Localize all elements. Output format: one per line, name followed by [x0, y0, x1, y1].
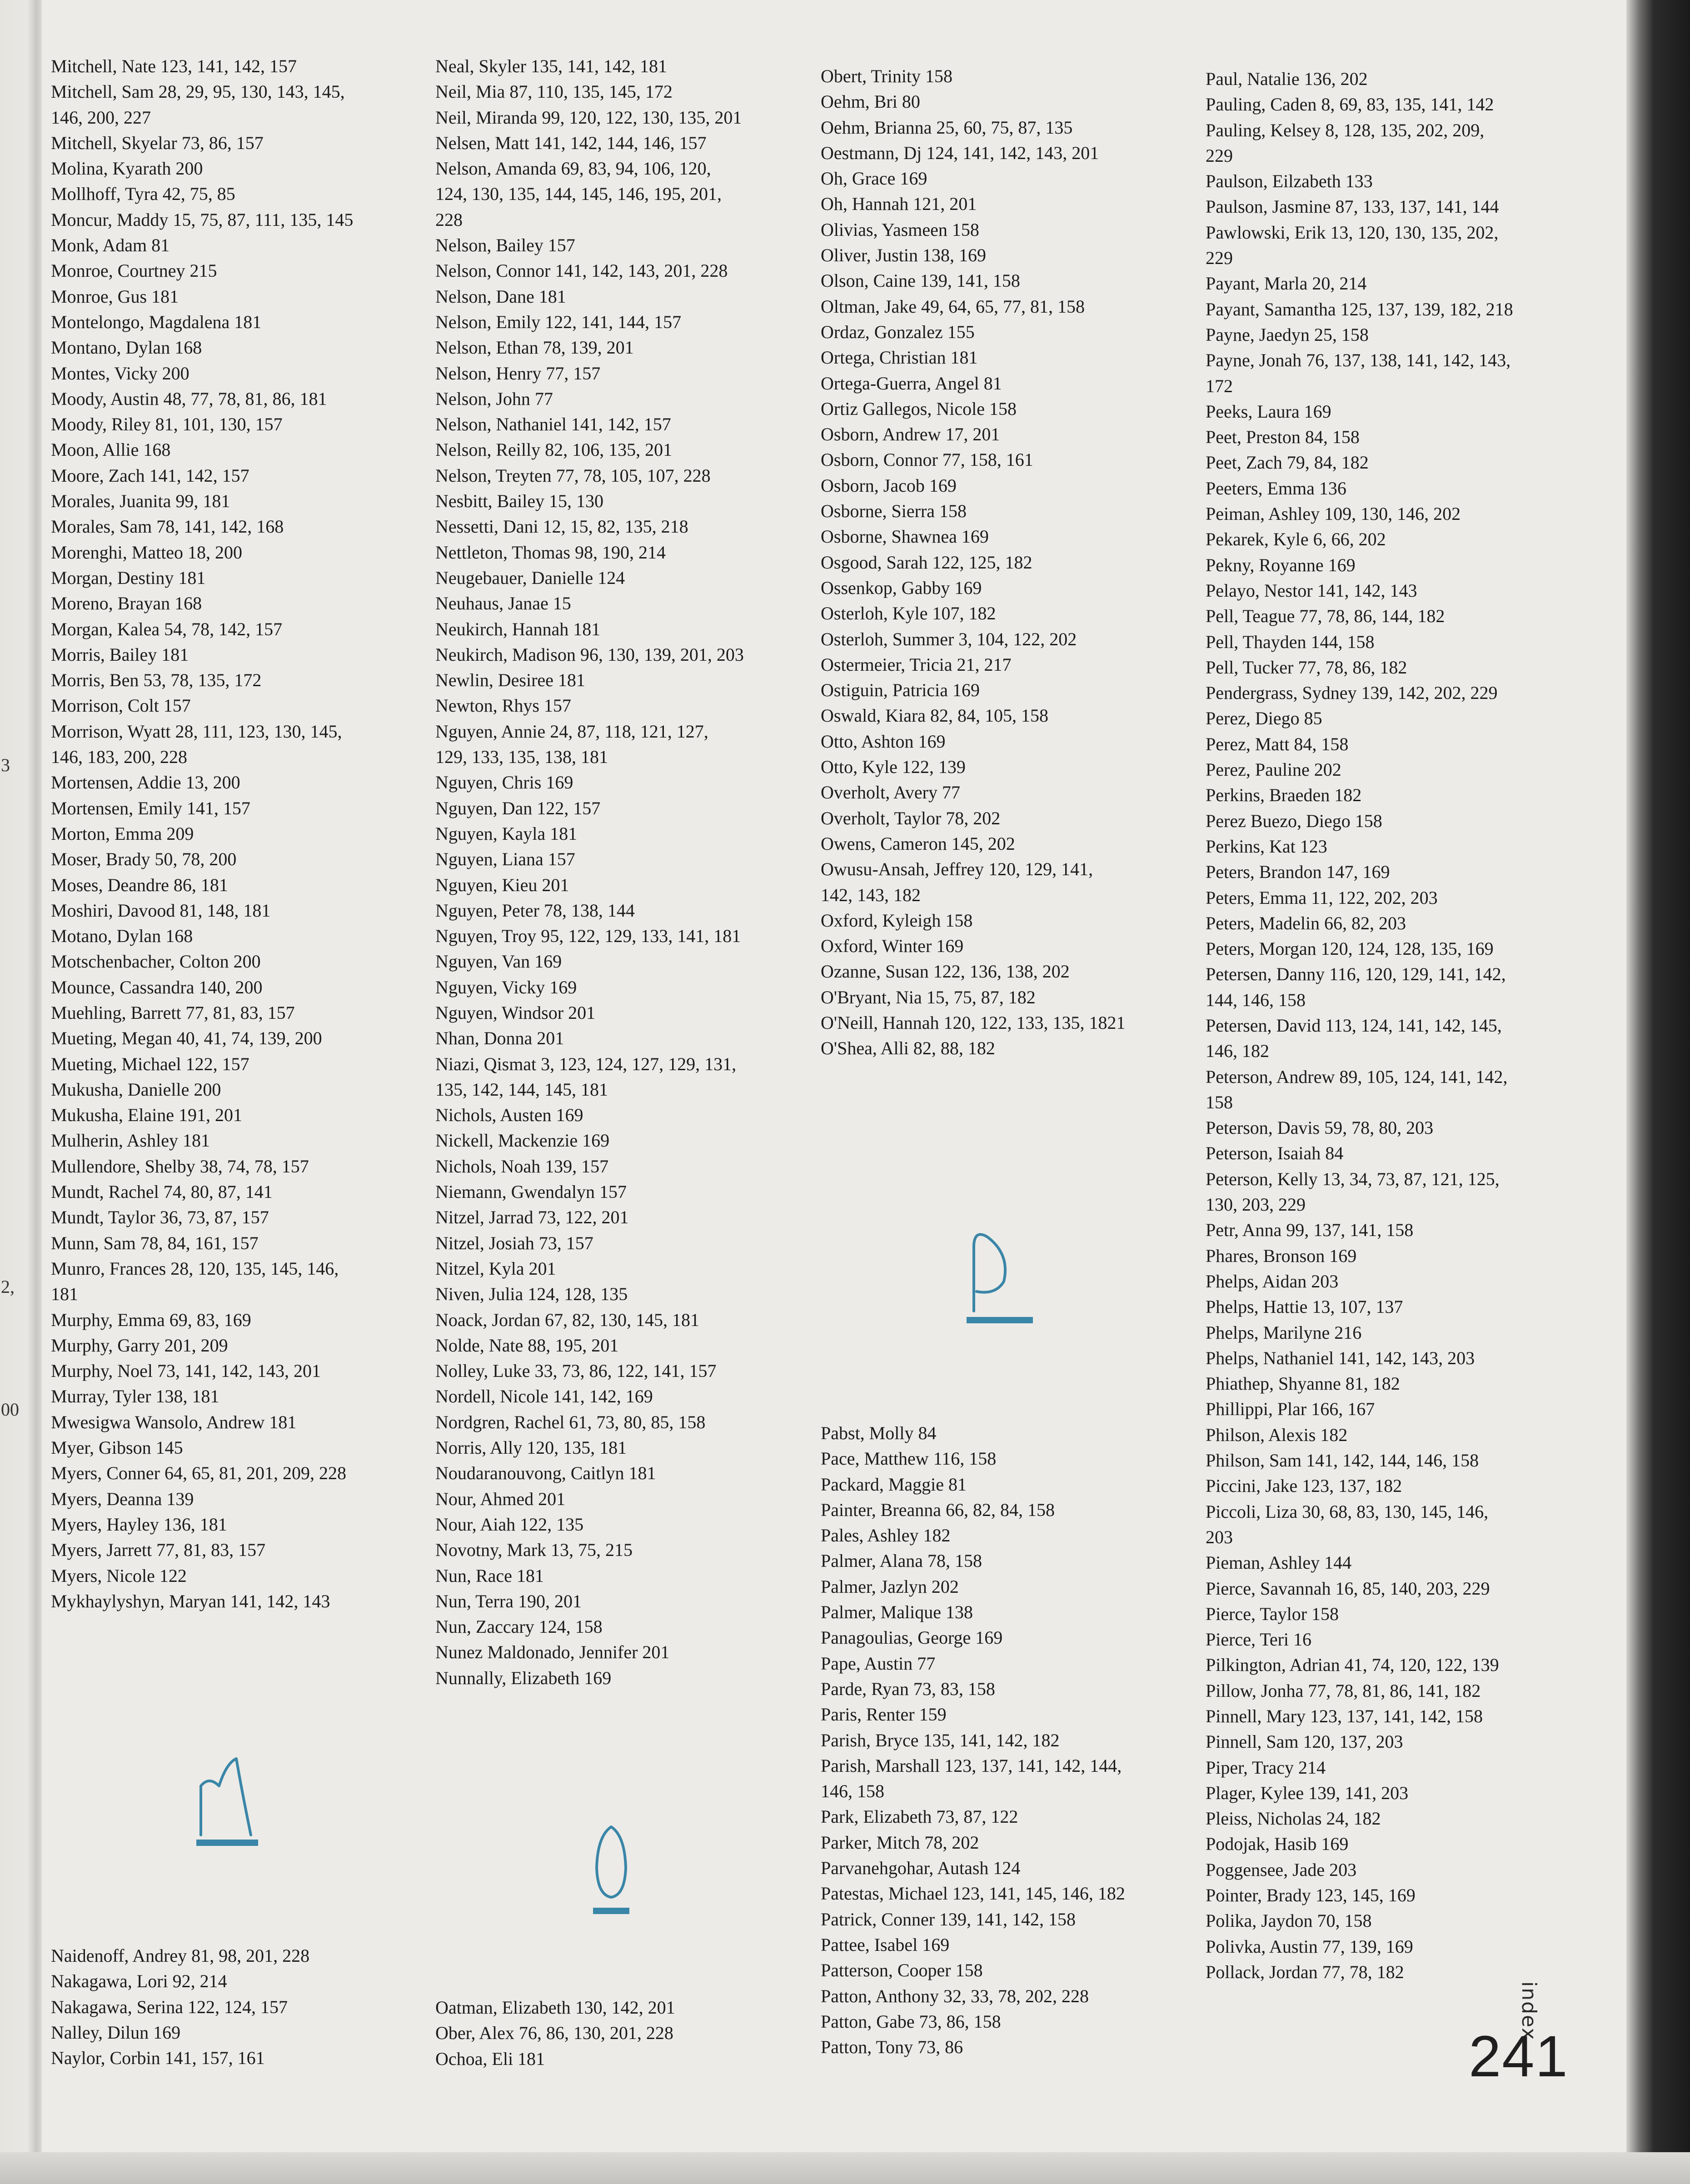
- index-entry: Neuhaus, Janae 15: [435, 593, 571, 614]
- index-entry: Pauling, Kelsey 8, 128, 135, 202, 209, 229: [1206, 120, 1485, 166]
- index-entry: Murphy, Emma 69, 83, 169: [51, 1309, 251, 1330]
- index-entry: Piper, Tracy 214: [1206, 1757, 1326, 1778]
- index-entry: Peeks, Laura 169: [1206, 401, 1331, 422]
- index-entry: Ozanne, Susan 122, 136, 138, 202: [821, 961, 1070, 982]
- index-column-4: [1206, 66, 1569, 1985]
- index-entry: Nalley, Dilun 169: [51, 2022, 181, 2043]
- index-entry: Myers, Jarrett 77, 81, 83, 157: [51, 1540, 266, 1561]
- index-entry: Oehm, Bri 80: [821, 91, 920, 112]
- index-entry: Moses, Deandre 86, 181: [51, 874, 228, 895]
- index-entry: Mueting, Megan 40, 41, 74, 139, 200: [51, 1028, 322, 1049]
- index-entry: Nelson, Treyten 77, 78, 105, 107, 228: [435, 465, 711, 486]
- index-entry: Peterson, Isaiah 84: [1206, 1143, 1344, 1164]
- index-entry: Murphy, Garry 201, 209: [51, 1335, 228, 1356]
- index-entry: Obert, Trinity 158: [821, 66, 953, 86]
- index-entry: Mukusha, Danielle 200: [51, 1079, 221, 1100]
- index-entry: Ortiz Gallegos, Nicole 158: [821, 398, 1017, 419]
- index-entry: Nguyen, Kieu 201: [435, 874, 569, 895]
- index-entry: Overholt, Avery 77: [821, 782, 960, 803]
- index-entry: Morrison, Colt 157: [51, 695, 191, 716]
- index-entry: Phelps, Nathaniel 141, 142, 143, 203: [1206, 1347, 1475, 1368]
- index-entry: Patrick, Conner 139, 141, 142, 158: [821, 1909, 1076, 1930]
- index-entry: Mulherin, Ashley 181: [51, 1130, 210, 1151]
- section-letter-p: [960, 1227, 1033, 1327]
- index-entry: Nitzel, Kyla 201: [435, 1258, 556, 1279]
- index-entry: Olivias, Yasmeen 158: [821, 219, 979, 240]
- index-entry: Oswald, Kiara 82, 84, 105, 158: [821, 705, 1049, 726]
- index-entry: Osborn, Andrew 17, 201: [821, 424, 1000, 445]
- index-entry: Mitchell, Skyelar 73, 86, 157: [51, 132, 264, 153]
- index-column-1: [51, 54, 414, 1614]
- index-entry: Pillow, Jonha 77, 78, 81, 86, 141, 182: [1206, 1680, 1481, 1701]
- index-entry: Pointer, Brady 123, 145, 169: [1206, 1885, 1416, 1906]
- index-entry: Oxford, Kyleigh 158: [821, 910, 973, 931]
- index-entry: Nelson, Amanda 69, 83, 94, 106, 120, 124, 130, 135, 144, 145, 146, 195, 201, 228: [435, 158, 722, 230]
- index-entry: Mullendore, Shelby 38, 74, 78, 157: [51, 1156, 309, 1177]
- index-entry: Panagoulias, George 169: [821, 1627, 1003, 1648]
- index-entry: Parvanehgohar, Autash 124: [821, 1858, 1021, 1879]
- index-column-2: [435, 54, 799, 1691]
- index-entry: Paul, Natalie 136, 202: [1206, 69, 1368, 89]
- edge-fragment: 3: [1, 755, 10, 775]
- index-entry: Oh, Hannah 121, 201: [821, 194, 977, 214]
- index-entry: Patton, Tony 73, 86: [821, 2037, 963, 2058]
- index-entry: Mounce, Cassandra 140, 200: [51, 977, 263, 997]
- index-entry: Morrison, Wyatt 28, 111, 123, 130, 145, 146, 183, 200, 228: [51, 721, 342, 768]
- index-entry: Nour, Ahmed 201: [435, 1488, 566, 1509]
- index-entry: Ortega-Guerra, Angel 81: [821, 373, 1002, 394]
- index-entry: Neukirch, Hannah 181: [435, 618, 601, 639]
- index-entry: Moshiri, Davood 81, 148, 181: [51, 900, 271, 921]
- index-entry: Oatman, Elizabeth 130, 142, 201: [435, 1997, 675, 2018]
- index-entry: Nguyen, Van 169: [435, 951, 562, 972]
- index-entry: Morales, Sam 78, 141, 142, 168: [51, 516, 284, 537]
- index-entry: Oxford, Winter 169: [821, 936, 964, 957]
- index-entry: Owens, Cameron 145, 202: [821, 833, 1015, 854]
- index-entry: Nitzel, Josiah 73, 157: [435, 1232, 593, 1253]
- index-entry: Mykhaylyshyn, Maryan 141, 142, 143: [51, 1591, 330, 1611]
- index-entry: Osterloh, Summer 3, 104, 122, 202: [821, 628, 1077, 649]
- index-entry: Mitchell, Nate 123, 141, 142, 157: [51, 56, 297, 76]
- index-entry: Niazi, Qismat 3, 123, 124, 127, 129, 131, 135, 142, 144, 145, 181: [435, 1053, 737, 1100]
- index-entry: Nettleton, Thomas 98, 190, 214: [435, 542, 666, 563]
- index-entry: Perez, Diego 85: [1206, 708, 1322, 729]
- letter-o-icon: [575, 1818, 648, 1918]
- index-entry: Moreno, Brayan 168: [51, 593, 202, 614]
- index-entry: Payne, Jaedyn 25, 158: [1206, 324, 1369, 345]
- index-entry: Pales, Ashley 182: [821, 1525, 951, 1546]
- index-entry: Myers, Conner 64, 65, 81, 201, 209, 228: [51, 1463, 346, 1484]
- book-cover-edge: [1626, 0, 1690, 2184]
- index-entry: Pekny, Royanne 169: [1206, 554, 1356, 575]
- index-entry: Perez, Pauline 202: [1206, 759, 1341, 780]
- index-entry: Pierce, Teri 16: [1206, 1629, 1312, 1650]
- index-entry: Peters, Brandon 147, 169: [1206, 862, 1390, 883]
- edge-fragment: 2,: [1, 1276, 15, 1297]
- index-entry: Pekarek, Kyle 6, 66, 202: [1206, 529, 1386, 550]
- section-letter-o: [575, 1818, 648, 1918]
- index-entry: Neugebauer, Danielle 124: [435, 567, 625, 588]
- index-entry: Muehling, Barrett 77, 81, 83, 157: [51, 1002, 295, 1023]
- index-entry: Philson, Sam 141, 142, 144, 146, 158: [1206, 1450, 1479, 1471]
- index-entry: Pell, Tucker 77, 78, 86, 182: [1206, 657, 1407, 678]
- index-entry: Peiman, Ashley 109, 130, 146, 202: [1206, 504, 1461, 524]
- index-entry: Ossenkop, Gabby 169: [821, 577, 982, 598]
- index-entry: Nun, Zaccary 124, 158: [435, 1616, 603, 1637]
- section-tag: index: [1517, 1981, 1540, 2041]
- index-entry: Perkins, Kat 123: [1206, 836, 1327, 857]
- index-entry: Nelson, Henry 77, 157: [435, 363, 601, 384]
- index-entry: Otto, Kyle 122, 139: [821, 757, 966, 778]
- index-entry: Pauling, Caden 8, 69, 83, 135, 141, 142: [1206, 94, 1494, 115]
- page-binding-edge: [0, 0, 42, 2184]
- index-entry: Nordgren, Rachel 61, 73, 80, 85, 158: [435, 1411, 706, 1432]
- section-letter-n: [191, 1754, 264, 1854]
- index-entry: Murray, Tyler 138, 181: [51, 1386, 219, 1407]
- page-bottom-edge: [0, 2152, 1690, 2184]
- index-entry: Nakagawa, Lori 92, 214: [51, 1971, 227, 1992]
- index-entry: Niven, Julia 124, 128, 135: [435, 1284, 628, 1305]
- index-entry: Pilkington, Adrian 41, 74, 120, 122, 139: [1206, 1655, 1499, 1675]
- index-entry: Nun, Race 181: [435, 1565, 544, 1586]
- index-entry: Nichols, Austen 169: [435, 1105, 583, 1126]
- index-entry: Pollack, Jordan 77, 78, 182: [1206, 1961, 1404, 1982]
- index-entry: Mundt, Taylor 36, 73, 87, 157: [51, 1207, 269, 1228]
- index-entry: Mundt, Rachel 74, 80, 87, 141: [51, 1182, 273, 1202]
- index-entry: Packard, Maggie 81: [821, 1474, 967, 1495]
- index-entry: Pendergrass, Sydney 139, 142, 202, 229: [1206, 683, 1498, 703]
- index-entry: Nguyen, Liana 157: [435, 849, 575, 870]
- index-entry: Morgan, Kalea 54, 78, 142, 157: [51, 618, 283, 639]
- index-entry: Osborn, Connor 77, 158, 161: [821, 449, 1033, 470]
- index-entry: Myers, Deanna 139: [51, 1488, 194, 1509]
- index-entry: Phillippi, Plar 166, 167: [1206, 1399, 1375, 1420]
- index-entry: Perkins, Braeden 182: [1206, 785, 1362, 806]
- index-entry: Peters, Morgan 120, 124, 128, 135, 169: [1206, 938, 1494, 959]
- index-entry: Nelsen, Matt 141, 142, 144, 146, 157: [435, 132, 707, 153]
- index-list-p: [821, 1421, 1184, 2060]
- index-entry: Neal, Skyler 135, 141, 142, 181: [435, 56, 667, 76]
- index-entry: Morales, Juanita 99, 181: [51, 491, 230, 512]
- index-entry: O'Bryant, Nia 15, 75, 87, 182: [821, 987, 1036, 1007]
- index-entry: Petr, Anna 99, 137, 141, 158: [1206, 1220, 1414, 1241]
- index-entry: Palmer, Jazlyn 202: [821, 1576, 959, 1597]
- index-entry: Mortensen, Addie 13, 200: [51, 772, 240, 793]
- index-entry: Nunez Maldonado, Jennifer 201: [435, 1642, 670, 1663]
- index-entry: Nessetti, Dani 12, 15, 82, 135, 218: [435, 516, 688, 537]
- index-entry: Montelongo, Magdalena 181: [51, 311, 262, 332]
- index-entry: Monk, Adam 81: [51, 235, 170, 256]
- index-entry: Parish, Marshall 123, 137, 141, 142, 144, 146, 158: [821, 1755, 1122, 1802]
- index-entry: Nolley, Luke 33, 73, 86, 122, 141, 157: [435, 1361, 717, 1381]
- index-entry: Monroe, Courtney 215: [51, 260, 217, 281]
- index-entry: O'Shea, Alli 82, 88, 182: [821, 1038, 995, 1059]
- index-entry: Poggensee, Jade 203: [1206, 1859, 1357, 1880]
- index-entry: Perez, Matt 84, 158: [1206, 733, 1349, 754]
- index-entry: Naylor, Corbin 141, 157, 161: [51, 2048, 265, 2069]
- index-entry: Overholt, Taylor 78, 202: [821, 808, 1001, 828]
- index-entry: Phares, Bronson 169: [1206, 1245, 1357, 1266]
- index-entry: Nguyen, Windsor 201: [435, 1002, 596, 1023]
- index-entry: Oehm, Brianna 25, 60, 75, 87, 135: [821, 117, 1073, 138]
- index-entry: Petersen, David 113, 124, 141, 142, 145, 146, 182: [1206, 1015, 1502, 1062]
- index-entry: Phiathep, Shyanne 81, 182: [1206, 1373, 1400, 1394]
- letter-p-icon: [960, 1227, 1033, 1327]
- index-entry: Payne, Jonah 76, 137, 138, 141, 142, 143, 172: [1206, 350, 1511, 396]
- index-entry: Munn, Sam 78, 84, 161, 157: [51, 1232, 259, 1253]
- index-entry: Nguyen, Chris 169: [435, 772, 573, 793]
- index-entry: Mwesigwa Wansolo, Andrew 181: [51, 1411, 297, 1432]
- index-entry: Polika, Jaydon 70, 158: [1206, 1910, 1372, 1931]
- index-entry: Nguyen, Troy 95, 122, 129, 133, 141, 181: [435, 926, 741, 947]
- index-entry: Pinnell, Mary 123, 137, 141, 142, 158: [1206, 1706, 1483, 1726]
- index-entry: Peterson, Kelly 13, 34, 73, 87, 121, 125, 130, 203, 229: [1206, 1168, 1500, 1215]
- index-entry: Palmer, Malique 138: [821, 1602, 973, 1623]
- index-entry: Nguyen, Dan 122, 157: [435, 798, 601, 818]
- edge-fragment: 00: [1, 1399, 19, 1420]
- index-entry: Pell, Thayden 144, 158: [1206, 631, 1375, 652]
- index-entry: Otto, Ashton 169: [821, 731, 946, 752]
- index-entry: Pattee, Isabel 169: [821, 1934, 950, 1955]
- index-entry: Peters, Emma 11, 122, 202, 203: [1206, 887, 1438, 908]
- index-entry: Payant, Samantha 125, 137, 139, 182, 218: [1206, 299, 1513, 319]
- index-entry: Phelps, Marilyne 216: [1206, 1322, 1362, 1343]
- index-entry: Palmer, Alana 78, 158: [821, 1551, 982, 1571]
- index-entry: Nguyen, Annie 24, 87, 118, 121, 127, 129, 133, 135, 138, 181: [435, 721, 708, 768]
- index-entry: Nordell, Nicole 141, 142, 169: [435, 1386, 653, 1407]
- index-entry: Morenghi, Matteo 18, 200: [51, 542, 243, 563]
- index-entry: Nhan, Donna 201: [435, 1028, 564, 1049]
- index-entry: Moncur, Maddy 15, 75, 87, 111, 135, 145: [51, 209, 354, 230]
- index-entry: Murphy, Noel 73, 141, 142, 143, 201: [51, 1361, 321, 1381]
- index-entry: Noack, Jordan 67, 82, 130, 145, 181: [435, 1309, 700, 1330]
- index-entry: Olson, Caine 139, 141, 158: [821, 270, 1020, 291]
- index-entry: Ochoa, Eli 181: [435, 2048, 545, 2069]
- index-entry: Nelson, Connor 141, 142, 143, 201, 228: [435, 260, 728, 281]
- index-entry: Nguyen, Peter 78, 138, 144: [435, 900, 635, 921]
- index-entry: Mortensen, Emily 141, 157: [51, 798, 250, 818]
- index-entry: Nelson, Ethan 78, 139, 201: [435, 337, 634, 358]
- index-entry: Myer, Gibson 145: [51, 1437, 183, 1458]
- index-entry: Osborne, Sierra 158: [821, 501, 967, 522]
- index-entry: Pape, Austin 77: [821, 1653, 936, 1674]
- index-entry: Motschenbacher, Colton 200: [51, 951, 261, 972]
- index-entry: Petersen, Danny 116, 120, 129, 141, 142, 144, 146, 158: [1206, 964, 1506, 1010]
- index-entry: Peeters, Emma 136: [1206, 478, 1346, 499]
- index-entry: Patton, Anthony 32, 33, 78, 202, 228: [821, 1985, 1089, 2006]
- index-list-n: [51, 1943, 414, 2071]
- index-entry: Ortega, Christian 181: [821, 347, 978, 368]
- index-entry: Pelayo, Nestor 141, 142, 143: [1206, 580, 1417, 601]
- index-entry: O'Neill, Hannah 120, 122, 133, 135, 1821: [821, 1012, 1126, 1033]
- index-entry: Norris, Ally 120, 135, 181: [435, 1437, 627, 1458]
- index-entry: Oliver, Justin 138, 169: [821, 245, 986, 266]
- index-entry: Parish, Bryce 135, 141, 142, 182: [821, 1730, 1060, 1750]
- index-entry: Parker, Mitch 78, 202: [821, 1832, 979, 1853]
- index-entry: Patton, Gabe 73, 86, 158: [821, 2011, 1001, 2032]
- index-entry: Painter, Breanna 66, 82, 84, 158: [821, 1499, 1055, 1520]
- index-entry: Ordaz, Gonzalez 155: [821, 321, 975, 342]
- index-entry: Neil, Mia 87, 110, 135, 145, 172: [435, 81, 673, 102]
- index-entry: Nour, Aiah 122, 135: [435, 1514, 584, 1535]
- index-entry: Nelson, Reilly 82, 106, 135, 201: [435, 439, 673, 460]
- index-entry: Pierce, Taylor 158: [1206, 1603, 1339, 1624]
- index-entry: Moody, Riley 81, 101, 130, 157: [51, 414, 283, 435]
- index-entry: Nesbitt, Bailey 15, 130: [435, 491, 603, 512]
- index-entry: Nickell, Mackenzie 169: [435, 1130, 610, 1151]
- index-entry: Osborne, Shawnea 169: [821, 526, 989, 547]
- letter-n-icon: [191, 1754, 264, 1854]
- index-entry: Pieman, Ashley 144: [1206, 1552, 1352, 1573]
- index-entry: Nakagawa, Serina 122, 124, 157: [51, 1996, 288, 2017]
- index-entry: Nolde, Nate 88, 195, 201: [435, 1335, 619, 1356]
- index-entry: Novotny, Mark 13, 75, 215: [435, 1540, 633, 1561]
- index-entry: Pawlowski, Erik 13, 120, 130, 135, 202, 229: [1206, 222, 1499, 269]
- index-entry: Phelps, Hattie 13, 107, 137: [1206, 1296, 1403, 1317]
- index-entry: Neukirch, Madison 96, 130, 139, 201, 203: [435, 644, 744, 665]
- index-entry: Mukusha, Elaine 191, 201: [51, 1105, 243, 1126]
- index-entry: Morton, Emma 209: [51, 823, 194, 844]
- index-entry: Noudaranouvong, Caitlyn 181: [435, 1463, 656, 1484]
- index-entry: Monroe, Gus 181: [51, 286, 179, 307]
- index-entry: Osborn, Jacob 169: [821, 475, 957, 496]
- index-entry: Philson, Alexis 182: [1206, 1424, 1348, 1445]
- index-entry: Osterloh, Kyle 107, 182: [821, 603, 996, 624]
- index-entry: Naidenoff, Andrey 81, 98, 201, 228: [51, 1945, 310, 1966]
- index-entry: Moore, Zach 141, 142, 157: [51, 465, 249, 486]
- index-entry: Patterson, Cooper 158: [821, 1960, 983, 1981]
- index-entry: Niemann, Gwendalyn 157: [435, 1182, 627, 1202]
- index-entry: Nun, Terra 190, 201: [435, 1591, 582, 1611]
- page-number: 241: [1469, 2024, 1569, 2089]
- index-entry: Pace, Matthew 116, 158: [821, 1448, 997, 1469]
- index-entry: Mueting, Michael 122, 157: [51, 1053, 249, 1074]
- index-list-o: [435, 1995, 799, 2072]
- index-entry: Nichols, Noah 139, 157: [435, 1156, 609, 1177]
- index-entry: Montes, Vicky 200: [51, 363, 189, 384]
- index-entry: Oh, Grace 169: [821, 168, 927, 189]
- index-entry: Nguyen, Kayla 181: [435, 823, 578, 844]
- index-entry: Owusu-Ansah, Jeffrey 120, 129, 141, 142, 143, 182: [821, 859, 1093, 905]
- index-entry: Ostermeier, Tricia 21, 217: [821, 654, 1012, 675]
- index-entry: Peet, Preston 84, 158: [1206, 427, 1360, 448]
- index-entry: Morgan, Destiny 181: [51, 567, 206, 588]
- index-entry: Parde, Ryan 73, 83, 158: [821, 1678, 995, 1699]
- index-entry: Nunnally, Elizabeth 169: [435, 1667, 612, 1688]
- index-entry: Morris, Ben 53, 78, 135, 172: [51, 670, 262, 691]
- index-entry: Piccini, Jake 123, 137, 182: [1206, 1476, 1402, 1496]
- index-entry: Paris, Renter 159: [821, 1704, 947, 1725]
- index-entry: Nelson, Emily 122, 141, 144, 157: [435, 311, 682, 332]
- index-entry: Nitzel, Jarrad 73, 122, 201: [435, 1207, 629, 1228]
- index-entry: Munro, Frances 28, 120, 135, 145, 146, 181: [51, 1258, 339, 1305]
- index-entry: Piccoli, Liza 30, 68, 83, 130, 145, 146, 203: [1206, 1501, 1489, 1547]
- index-entry: Paulson, Eilzabeth 133: [1206, 171, 1373, 192]
- index-entry: Paulson, Jasmine 87, 133, 137, 141, 144: [1206, 196, 1499, 217]
- index-entry: Payant, Marla 20, 214: [1206, 273, 1367, 294]
- index-entry: Pinnell, Sam 120, 137, 203: [1206, 1731, 1403, 1752]
- index-entry: Osgood, Sarah 122, 125, 182: [821, 552, 1032, 573]
- index-entry: Pierce, Savannah 16, 85, 140, 203, 229: [1206, 1578, 1490, 1599]
- index-entry: Peterson, Andrew 89, 105, 124, 141, 142, 158: [1206, 1066, 1508, 1112]
- index-entry: Nelson, Nathaniel 141, 142, 157: [435, 414, 671, 435]
- index-entry: Ostiguin, Patricia 169: [821, 680, 980, 701]
- index-entry: Mollhoff, Tyra 42, 75, 85: [51, 184, 235, 204]
- index-entry: Myers, Hayley 136, 181: [51, 1514, 227, 1535]
- index-column-3: [821, 64, 1184, 1062]
- index-entry: Podojak, Hasib 169: [1206, 1834, 1349, 1855]
- index-entry: Nelson, Bailey 157: [435, 235, 575, 256]
- index-entry: Pell, Teague 77, 78, 86, 144, 182: [1206, 606, 1445, 627]
- index-entry: Oltman, Jake 49, 64, 65, 77, 81, 158: [821, 296, 1085, 317]
- index-entry: Pleiss, Nicholas 24, 182: [1206, 1808, 1381, 1829]
- index-entry: Molina, Kyarath 200: [51, 158, 203, 179]
- index-entry: Ober, Alex 76, 86, 130, 201, 228: [435, 2023, 673, 2044]
- index-entry: Morris, Bailey 181: [51, 644, 189, 665]
- index-entry: Peet, Zach 79, 84, 182: [1206, 452, 1369, 473]
- index-entry: Perez Buezo, Diego 158: [1206, 810, 1382, 831]
- index-entry: Oestmann, Dj 124, 141, 142, 143, 201: [821, 142, 1099, 163]
- index-entry: Patestas, Michael 123, 141, 145, 146, 182: [821, 1883, 1125, 1904]
- index-entry: Nguyen, Vicky 169: [435, 977, 577, 997]
- index-entry: Plager, Kylee 139, 141, 203: [1206, 1782, 1409, 1803]
- index-entry: Nelson, John 77: [435, 388, 553, 409]
- index-entry: Mitchell, Sam 28, 29, 95, 130, 143, 145, 146, 200, 227: [51, 81, 345, 128]
- index-entry: Newton, Rhys 157: [435, 695, 571, 716]
- index-entry: Pabst, Molly 84: [821, 1423, 937, 1443]
- index-entry: Neil, Miranda 99, 120, 122, 130, 135, 201: [435, 107, 742, 128]
- index-entry: Park, Elizabeth 73, 87, 122: [821, 1806, 1018, 1827]
- index-entry: Newlin, Desiree 181: [435, 670, 585, 691]
- index-entry: Moon, Allie 168: [51, 439, 171, 460]
- index-entry: Polivka, Austin 77, 139, 169: [1206, 1936, 1413, 1957]
- index-entry: Moser, Brady 50, 78, 200: [51, 849, 237, 870]
- index-entry: Peterson, Davis 59, 78, 80, 203: [1206, 1117, 1434, 1138]
- index-entry: Moody, Austin 48, 77, 78, 81, 86, 181: [51, 388, 327, 409]
- index-entry: Nelson, Dane 181: [435, 286, 566, 307]
- index-entry: Peters, Madelin 66, 82, 203: [1206, 912, 1406, 933]
- index-entry: Motano, Dylan 168: [51, 926, 193, 947]
- index-entry: Myers, Nicole 122: [51, 1565, 187, 1586]
- index-entry: Phelps, Aidan 203: [1206, 1271, 1339, 1291]
- index-entry: Montano, Dylan 168: [51, 337, 202, 358]
